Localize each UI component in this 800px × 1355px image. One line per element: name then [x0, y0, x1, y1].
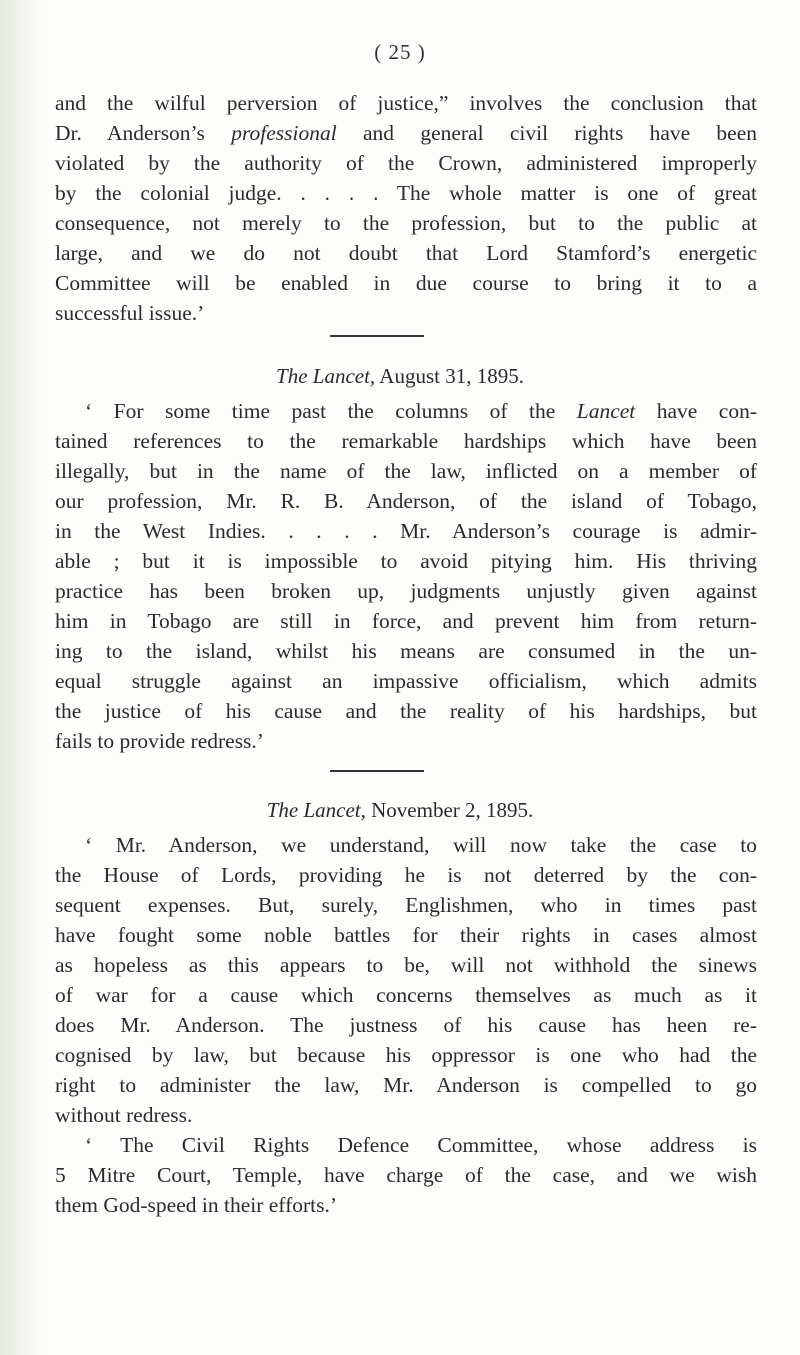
text-line: of war for a cause which concerns themselves as much as it	[55, 983, 757, 1007]
text-line: them God-speed in their efforts.’	[55, 1193, 338, 1217]
text-line: violated by the authority of the Crown, administered improperly	[55, 151, 757, 175]
section-divider	[330, 770, 424, 772]
text-line: by the colonial judge. . . . . The whole matter is one of great	[55, 181, 757, 205]
page-edge-shadow	[0, 0, 42, 1355]
text-line: ing to the island, whilst his means are consumed in the un-	[55, 639, 757, 663]
text-line: practice has been broken up, judgments unjustly given against	[55, 579, 757, 603]
text-line: large, and we do not doubt that Lord Stamford’s energetic	[55, 241, 757, 265]
text-line: ‘ The Civil Rights Defence Committee, whose address is	[85, 1133, 757, 1157]
text-line: 5 Mitre Court, Temple, have charge of the case, and we wish	[55, 1163, 757, 1187]
text-line: Committee will be enabled in due course to bring it to a	[55, 271, 757, 295]
source-title: The Lancet,	[266, 798, 366, 822]
text-line: as hopeless as this appears to be, will not withhold the sinews	[55, 953, 757, 977]
text-line: successful issue.’	[55, 301, 205, 325]
source-date: November 2, 1895.	[371, 798, 534, 822]
text-line: and the wilful perversion of justice,” involves the conclusion that	[55, 91, 757, 115]
text-line: fails to provide redress.’	[55, 729, 264, 753]
text-line: in the West Indies. . . . . Mr. Anderson’s courage is admir-	[55, 519, 757, 543]
text-line: without redress.	[55, 1103, 193, 1127]
text-line: him in Tobago are still in force, and prevent him from return-	[55, 609, 757, 633]
text-line: illegally, but in the name of the law, inflicted on a member of	[55, 459, 757, 483]
source-title: The Lancet,	[276, 364, 376, 388]
text-line: the House of Lords, providing he is not deterred by the con-	[55, 863, 757, 887]
page-number: ( 25 )	[374, 40, 426, 64]
quoted-paragraph-2	[55, 396, 757, 756]
source-heading-2	[0, 798, 800, 823]
quoted-paragraph-1	[55, 88, 757, 328]
text-line: does Mr. Anderson. The justness of his cause has heen re-	[55, 1013, 757, 1037]
source-heading-1	[0, 364, 800, 389]
text-line: cognised by law, but because his oppressor is one who had the	[55, 1043, 757, 1067]
text-line: ‘ Mr. Anderson, we understand, will now take the case to	[85, 833, 757, 857]
text-line: the justice of his cause and the reality of his hardships, but	[55, 699, 757, 723]
text-line: able ; but it is impossible to avoid pitying him. His thriving	[55, 549, 757, 573]
text-line: equal struggle against an impassive officialism, which admits	[55, 669, 757, 693]
source-date: August 31, 1895.	[379, 364, 524, 388]
text-line: sequent expenses. But, surely, Englishmen, who in times past	[55, 893, 757, 917]
text-line: our profession, Mr. R. B. Anderson, of the island of Tobago,	[55, 489, 757, 513]
text-line: Dr. Anderson’s professional and general civil rights have been	[55, 121, 758, 145]
text-line: ‘ For some time past the columns of the Lancet have con-	[85, 399, 758, 423]
quoted-paragraph-3	[55, 830, 757, 1220]
text-line: tained references to the remarkable hardships which have been	[55, 429, 757, 453]
text-line: have fought some noble battles for their rights in cases almost	[55, 923, 757, 947]
text-line: right to administer the law, Mr. Anderson is compelled to go	[55, 1073, 757, 1097]
text-line: consequence, not merely to the profession, but to the public at	[55, 211, 757, 235]
section-divider	[330, 335, 424, 337]
